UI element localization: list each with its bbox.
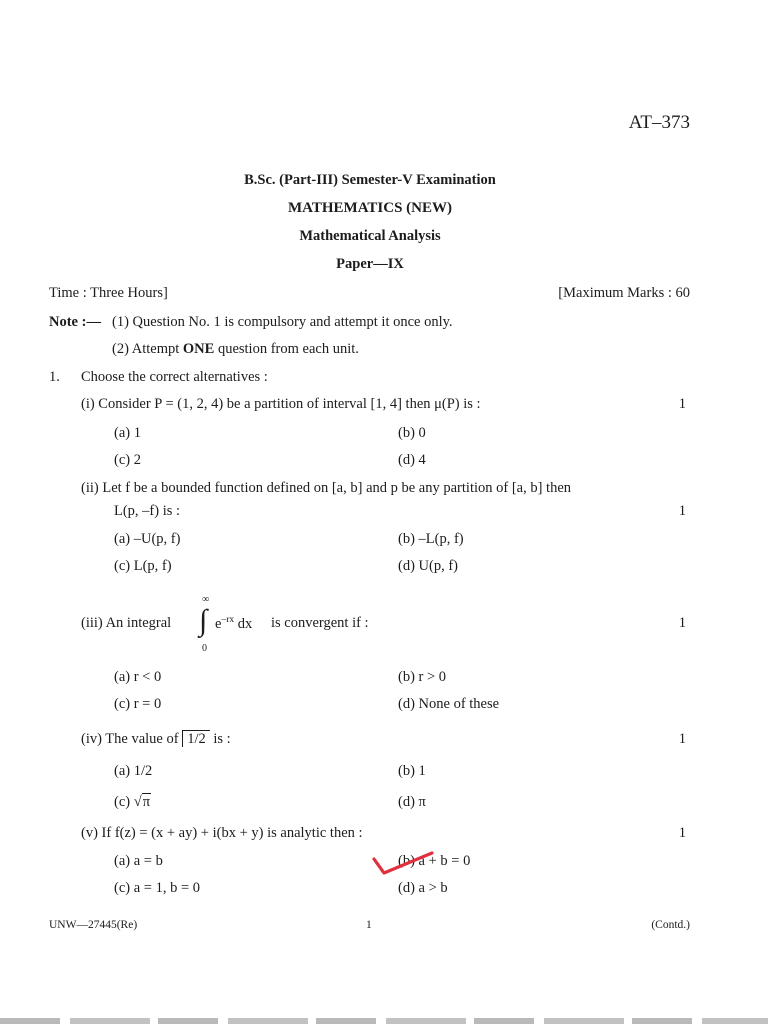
paper-code: AT–373 [628, 112, 690, 133]
q1-v-option-b: (b) a + b = 0 [398, 853, 471, 869]
q1-i-mark: 1 [678, 396, 686, 412]
subject-title: MATHEMATICS (NEW) [287, 200, 453, 216]
q1-iii-option-c: (c) r = 0 [114, 696, 162, 712]
q1-iii-option-b: (b) r > 0 [398, 669, 447, 685]
integrand [215, 615, 252, 633]
q1-i-option-c: (c) 2 [114, 452, 141, 468]
question-stem: Choose the correct alternatives : [81, 369, 268, 385]
q1-ii-text-line2: L(p, –f) is : [114, 503, 181, 519]
note-2-post: question from each unit. [214, 341, 359, 357]
integrand-exponent: –rx [221, 615, 235, 625]
q1-iv-option-c-pre: (c) √ [114, 794, 142, 810]
time-allowed: Time : Three Hours] [49, 285, 168, 301]
course-title: Mathematical Analysis [299, 228, 441, 244]
q1-ii-option-b: (b) –L(p, f) [398, 531, 464, 547]
q1-iii-mark: 1 [678, 615, 686, 631]
q1-iv-post: is : [209, 731, 231, 747]
q1-i-option-d: (d) 4 [398, 452, 426, 468]
gamma-box: 1/2 [182, 730, 210, 747]
q1-v-mark: 1 [678, 825, 686, 841]
q1-i-option-b: (b) 0 [398, 425, 426, 441]
integral-sign: ∫ [199, 604, 208, 637]
continued-label: (Contd.) [651, 919, 690, 931]
exam-title: B.Sc. (Part-III) Semester-V Examination [244, 172, 496, 188]
scan-edge-artifact [0, 1018, 768, 1024]
q1-iii-pre: (iii) An integral [81, 615, 172, 631]
q1-i-text: (i) Consider P = (1, 2, 4) be a partition of interval [1, 4] then μ(P) is : [81, 396, 481, 412]
q1-iii-option-a: (a) r < 0 [114, 669, 162, 685]
q1-iv-option-a: (a) 1/2 [114, 763, 153, 779]
red-tick-mark-icon [370, 847, 436, 877]
q1-v-option-a: (a) a = b [114, 853, 163, 869]
integrand-base: e [215, 615, 222, 632]
q1-iv-option-b: (b) 1 [398, 763, 426, 779]
q1-iv-option-c-radicand: π [142, 794, 151, 810]
note-label: Note :— [49, 314, 101, 330]
q1-v-option-d: (d) a > b [398, 880, 448, 896]
q1-v-text: (v) If f(z) = (x + ay) + i(bx + y) is analytic then : [81, 825, 363, 841]
q1-iv-text [81, 731, 231, 748]
q1-iii-option-d: (d) None of these [398, 696, 500, 712]
note-2-bold: ONE [182, 341, 215, 357]
note-2 [112, 341, 359, 358]
question-number: 1. [49, 369, 60, 385]
q1-iii-post: is convergent if : [271, 615, 369, 631]
q1-v-option-c: (c) a = 1, b = 0 [114, 880, 201, 896]
q1-ii-option-c: (c) L(p, f) [114, 558, 172, 574]
integral-lower-limit: 0 [202, 643, 207, 654]
q1-iv-pre: (iv) The value of [81, 731, 183, 747]
q1-ii-option-a: (a) –U(p, f) [114, 531, 181, 547]
footer-code: UNW—27445(Re) [49, 919, 138, 931]
integrand-dx: dx [234, 615, 253, 632]
q1-ii-option-d: (d) U(p, f) [398, 558, 458, 574]
note-2-pre: (2) Attempt [112, 341, 183, 357]
q1-ii-text-line1: (ii) Let f be a bounded function defined on [a, b] and p be any partition of [a, b] then [81, 480, 572, 496]
page-number: 1 [366, 919, 372, 931]
note-1: (1) Question No. 1 is compulsory and attempt it once only. [112, 314, 453, 330]
paper-number: Paper—IX [336, 256, 404, 272]
q1-iv-option-d: (d) π [398, 794, 426, 810]
q1-i-option-a: (a) 1 [114, 425, 141, 441]
q1-iv-mark: 1 [678, 731, 686, 747]
q1-iv-option-c [114, 794, 151, 811]
integral-upper-limit: ∞ [202, 594, 210, 605]
maximum-marks: [Maximum Marks : 60 [558, 285, 690, 301]
q1-ii-mark: 1 [678, 503, 686, 519]
